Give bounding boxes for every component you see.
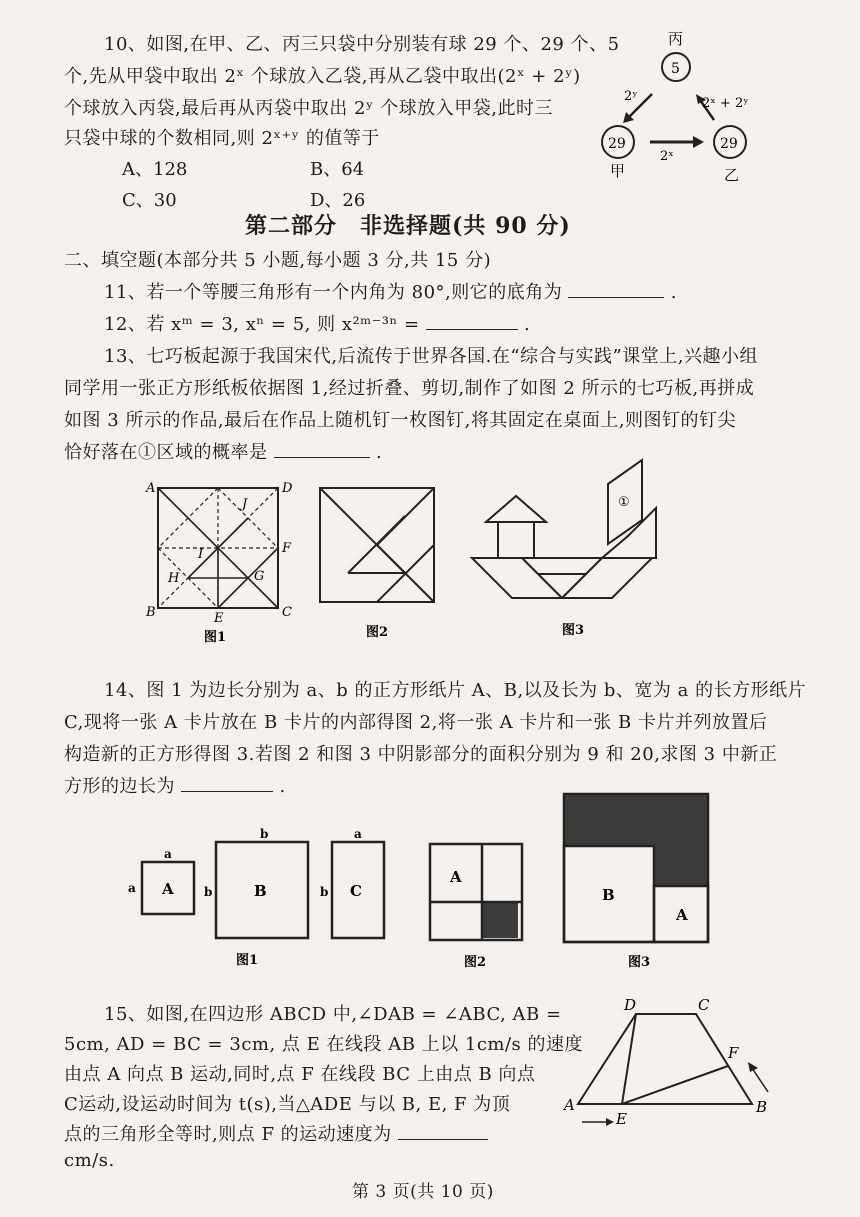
fig15-label-E: E [616,1110,627,1128]
q13-end: . [375,442,383,463]
yi-label: 乙 [724,166,740,184]
card-a-side-label: a [128,881,136,895]
jia-label: 甲 [610,162,626,180]
q10-option-a[interactable]: A、128 [122,159,188,180]
fig3-caption: 图3 [562,623,585,638]
yi-value: 29 [720,136,738,152]
fig1-label-F: F [282,541,292,556]
q15-unit-line: cm/s. [64,1150,115,1171]
q13-figure-1 [142,476,302,646]
q13-figure-3 [468,456,688,646]
fig1-label-E: E [214,611,224,626]
q15-text-tail: 点的三角形全等时,则点 F 的运动速度为 [64,1124,392,1145]
q14-fig3-caption: 图3 [628,955,651,970]
fig3-region-1: ① [618,495,630,510]
q13-line-1: 13、七巧板起源于我国宋代,后流传于世界各国.在“综合与实践”课堂上,兴趣小组 [104,346,758,367]
arrow-yi-bing-label: 2ˣ + 2ʸ [702,96,749,111]
fig3-label-B: B [602,886,615,904]
q14-fig1-caption: 图1 [236,953,259,968]
q14-fig2-caption: 图2 [464,955,487,970]
fig1-label-G: G [254,569,265,584]
q14-line-2: C,现将一张 A 卡片放在 B 卡片的内部得图 2,将一张 A 卡片和一张 B 卡片并列放置后 [64,712,768,733]
q12-end: . [524,314,531,335]
card-a-label: A [162,880,174,898]
card-b-side-label: b [204,885,213,899]
q15-line-1: 15、如图,在四边形 ABCD 中,∠DAB = ∠ABC, AB = [104,1004,562,1025]
card-b-label: B [254,882,267,900]
fig1-caption: 图1 [204,630,227,645]
q14-figure-3 [560,790,716,972]
q13-text-tail: 恰好落在①区域的概率是 [64,442,268,463]
jia-value: 29 [608,136,626,152]
fig15-label-F: F [728,1044,739,1062]
arrow-head-jia-to-yi [693,136,704,148]
fig2-caption: 图2 [366,625,389,640]
fig1-label-D: D [282,481,293,496]
arrow-f-motion [752,1068,768,1092]
q14-line-3: 构造新的正方形得图 3.若图 2 和图 3 中阴影部分的面积分别为 9 和 20,求图 3 中新正 [64,744,778,765]
q11-question [104,278,677,304]
fig1-label-I: I [198,547,204,562]
fig15-label-A: A [564,1096,575,1114]
q10-option-c[interactable]: C、30 [122,190,177,211]
q15-quadrilateral-figure [560,996,780,1136]
q12-answer-blank[interactable] [426,329,518,330]
q14-figure-1 [120,820,410,980]
q10-line-2: 个,先从甲袋中取出 2ˣ 个球放入乙袋,再从乙袋中取出(2ˣ + 2ʸ) [64,66,581,87]
card-c-label: C [350,882,362,900]
q12-question [104,310,530,336]
fig3-label-A: A [676,906,688,924]
card-c-top-label: a [354,827,362,841]
fig15-label-C: C [698,996,710,1014]
arrow-e-motion-head [606,1118,614,1126]
q11-text: 11、若一个等腰三角形有一个内角为 80°,则它的底角为 [104,282,563,303]
q13-figure-2 [316,484,440,644]
q14-line-4 [64,772,286,798]
q10-line-3: 个球放入丙袋,最后再从丙袋中取出 2ʸ 个球放入甲袋,此时三 [64,98,553,119]
q14-answer-blank[interactable] [181,791,273,792]
bing-value: 5 [671,61,680,77]
page-footer: 第 3 页(共 10 页) [352,1182,494,1202]
q11-answer-blank[interactable] [568,297,664,298]
fig1-label-H: H [168,571,180,586]
fig2-shaded-region [482,902,518,938]
fig3-shaded-region [564,794,708,886]
fig15-label-D: D [624,996,637,1014]
fig15-label-B: B [756,1098,768,1116]
section2-heading: 二、填空题(本部分共 5 小题,每小题 3 分,共 15 分) [64,250,492,271]
q14-figure-2 [426,840,528,976]
q14-text-tail: 方形的边长为 [64,776,175,797]
q13-line-4 [64,438,382,464]
arrow-jia-yi-label: 2ˣ [660,149,674,164]
q15-line-2: 5cm, AD = BC = 3cm, 点 E 在线段 AB 上以 1cm/s 的速度 [64,1034,584,1055]
fig1-label-C: C [282,605,292,620]
q10-line-4: 只袋中球的个数相同,则 2ˣ⁺ʸ 的值等于 [64,128,380,149]
q10-option-d[interactable]: D、26 [310,190,366,211]
q13-line-3: 如图 3 所示的作品,最后在作品上随机钉一枚图钉,将其固定在桌面上,则图钉的钉尖 [64,410,737,431]
q10-bag-diagram [590,24,770,194]
q13-line-2: 同学用一张正方形纸板依据图 1,经过折叠、剪切,制作了如图 2 所示的七巧板,再拼成 [64,378,755,399]
card-a-top-label: a [164,847,172,861]
q11-end: . [670,282,677,303]
q15-line-3: 由点 A 向点 B 运动,同时,点 F 在线段 BC 上由点 B 向点 [64,1064,536,1085]
bing-label: 丙 [668,30,684,48]
part2-title: 第二部分 非选择题(共 90 分) [245,213,571,239]
q15-line-4: C运动,设运动时间为 t(s),当△ADE 与以 B, E, F 为顶 [64,1094,511,1115]
fig1-label-A: A [146,481,156,496]
arrow-f-motion-head [748,1062,758,1072]
q12-text: 12、若 xᵐ = 3, xⁿ = 5, 则 x²ᵐ⁻³ⁿ = [104,314,420,335]
arrow-bing-jia-label: 2ʸ [624,89,638,104]
q15-line-5 [64,1120,488,1146]
q14-end: . [279,776,286,797]
q13-answer-blank[interactable] [274,457,370,458]
fig2-label-A: A [450,868,462,886]
fig1-label-B: B [146,605,156,620]
q15-answer-blank[interactable] [398,1139,488,1140]
q14-line-1: 14、图 1 为边长分别为 a、b 的正方形纸片 A、B,以及长为 b、宽为 a 的长方形纸片 [104,680,807,701]
q10-line-1: 10、如图,在甲、乙、丙三只袋中分别装有球 29 个、29 个、5 [104,34,620,55]
fig1-label-J: J [242,497,248,512]
card-c-side-label: b [320,885,329,899]
card-b-top-label: b [260,827,269,841]
q10-option-b[interactable]: B、64 [310,159,365,180]
